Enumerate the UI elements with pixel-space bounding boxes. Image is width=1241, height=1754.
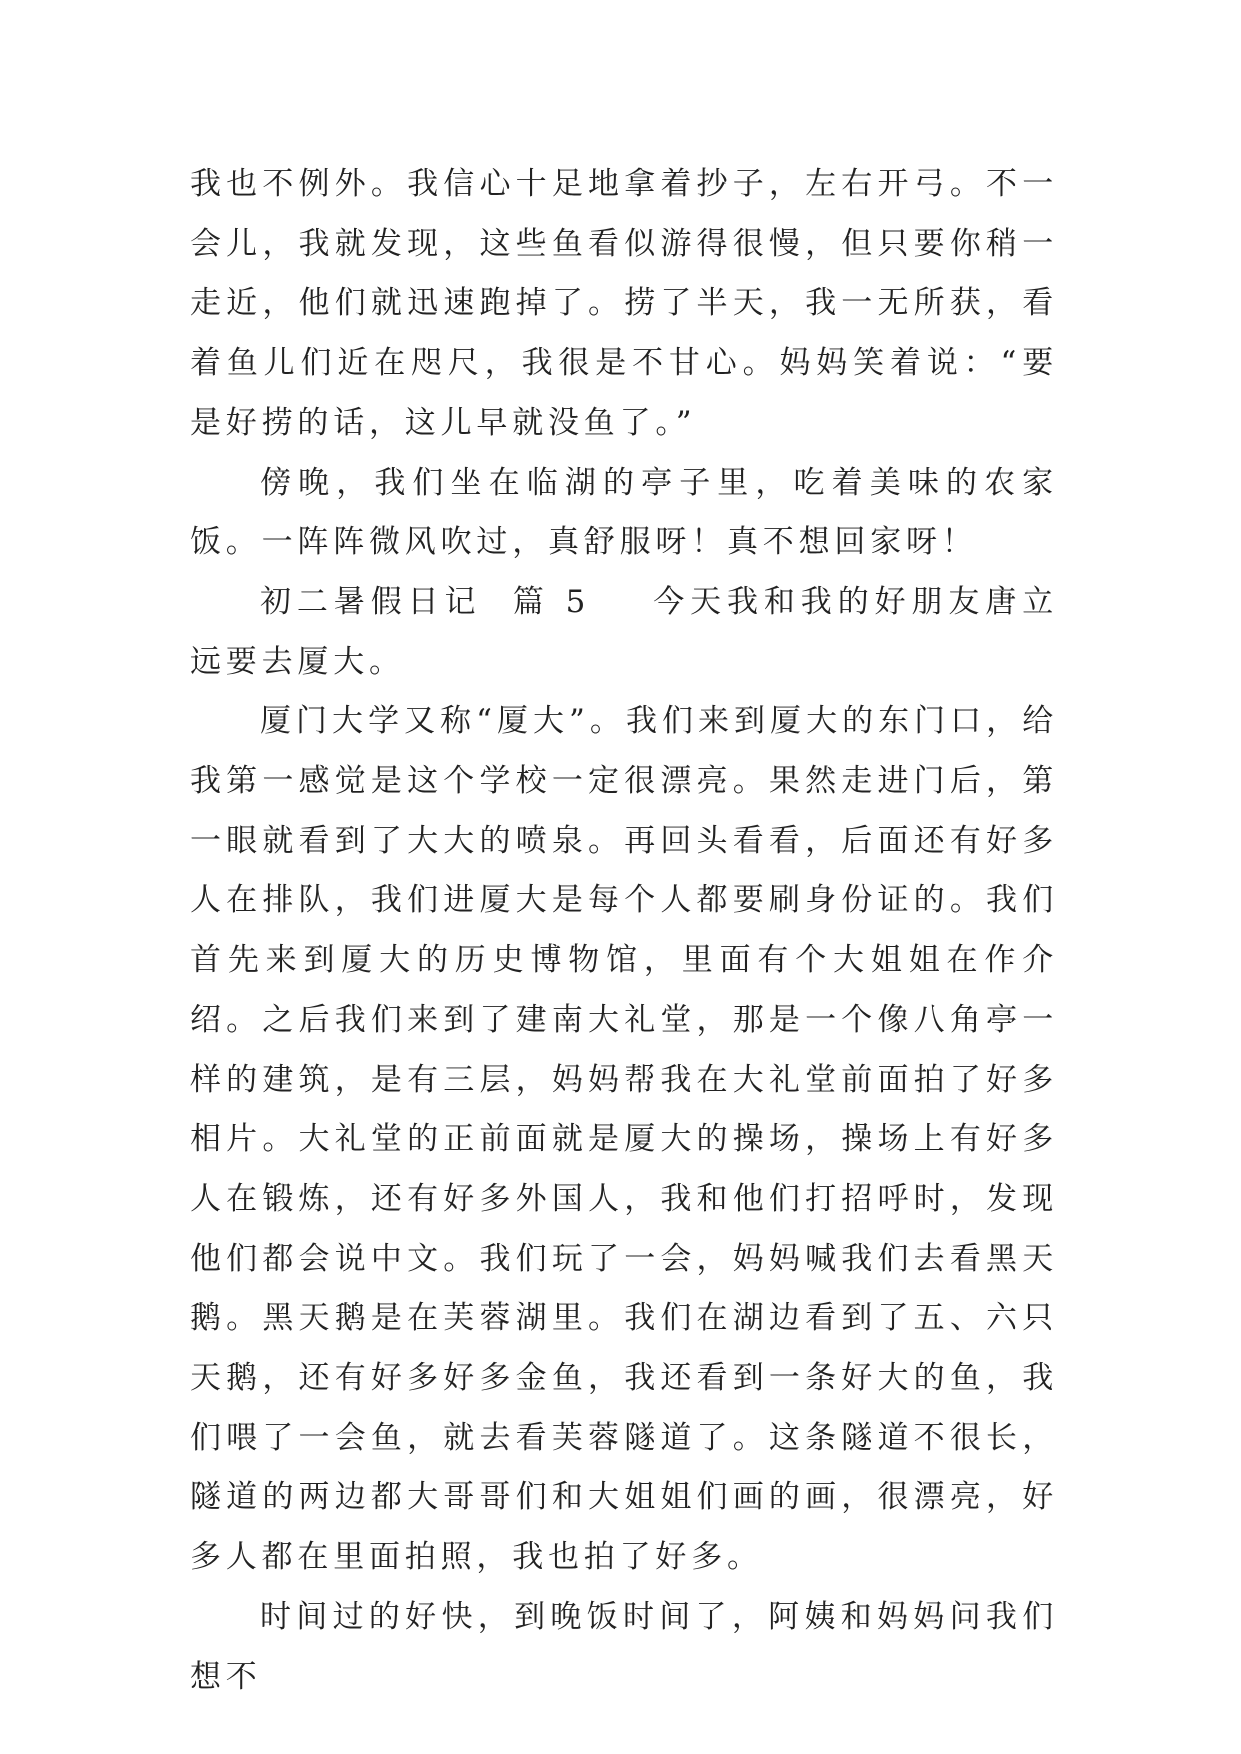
paragraph-evening: 傍晚，我们坐在临湖的亭子里，吃着美味的农家饭。一阵阵微风吹过，真舒服呀！真不想回家呀！: [190, 464, 1058, 561]
paragraph-xiamen-university: 厦门大学又称“厦大”。我们来到厦大的东门口，给我第一感觉是这个学校一定很漂亮。果然走进门后，第一眼就看到了大大的喷泉。再回头看看，后面还有好多人在排队，我们进厦大是每个人都要刷身份证的。我们首先来到厦大的历史博物馆，里面有个大姐姐在作介绍。之后我们来到了建南大礼堂，那是一个像八角亭一样的建筑，是有三层，妈妈帮我在大礼堂前面拍了好多相片。大礼堂的正前面就是厦大的操场，操场上有好多人在锻炼，还有好多外国人，我和他们打招呼时，发现他们都会说中文。我们玩了一会，妈妈喊我们去看黑天鹅。黑天鹅是在芙蓉湖里。我们在湖边看到了五、六只天鹅，还有好多好多金鱼，我还看到一条好大的鱼，我们喂了一会鱼，就去看芙蓉隧道了。这条隧道不很长，隧道的两边都大哥哥们和大姐姐们画的画，很漂亮，好多人都在里面拍照，我也拍了好多。: [190, 703, 1058, 1576]
section-title: 初二暑假日记: [260, 583, 482, 620]
section-first-line: 今天我和我的好朋友唐立远要去厦大。: [190, 583, 1058, 680]
section-heading-paragraph: [190, 573, 1058, 692]
paragraph-fishing-continued: 我也不例外。我信心十足地拿着抄子，左右开弓。不一会儿，我就发现，这些鱼看似游得很慢，但只要你稍一走近，他们就迅速跑掉了。捞了半天，我一无所获，看着鱼儿们近在咫尺，我很是不甘心。妈妈笑着说：“要是好捞的话，这儿早就没鱼了。”: [190, 166, 1058, 441]
document-body: [190, 155, 1058, 1707]
section-number: 篇 5: [512, 583, 591, 620]
paragraph-dinner-time: 时间过的好快，到晚饭时间了，阿姨和妈妈问我们想不: [190, 1598, 1058, 1695]
